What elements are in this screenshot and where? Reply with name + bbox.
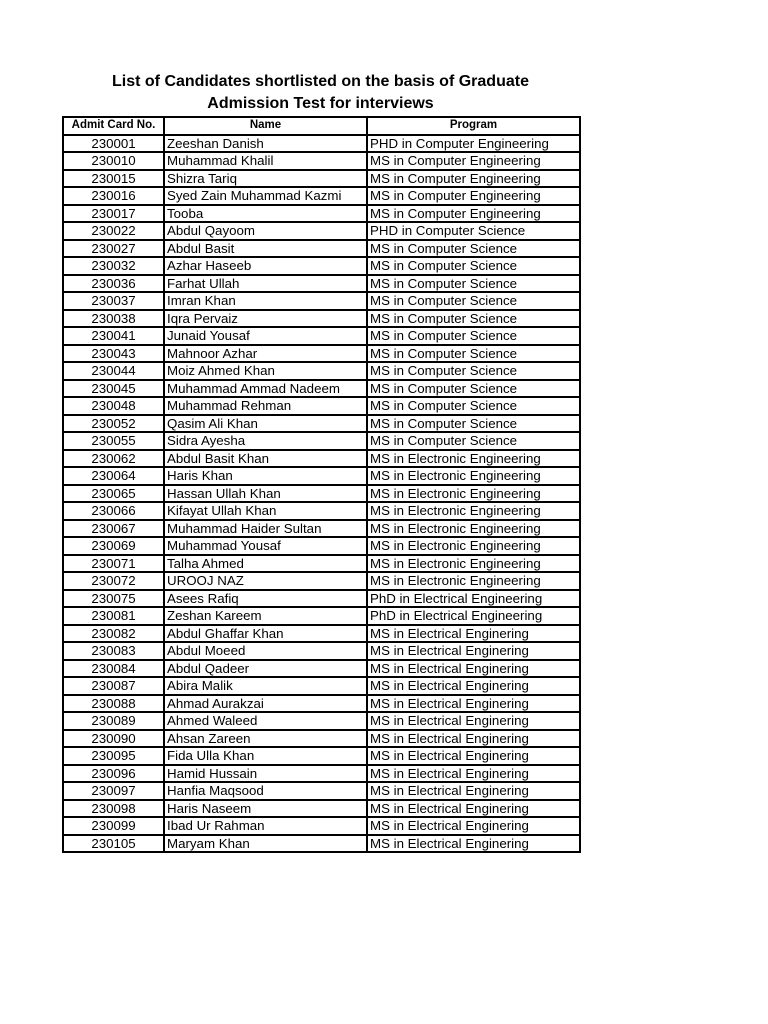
program-cell: MS in Computer Science	[367, 397, 580, 415]
admit-card-no-cell: 230071	[63, 555, 164, 573]
admit-card-no-cell: 230098	[63, 800, 164, 818]
table-header-row	[63, 117, 580, 135]
admit-card-no-cell: 230015	[63, 170, 164, 188]
admit-card-no-cell: 230044	[63, 362, 164, 380]
program-cell: MS in Electrical Enginering	[367, 817, 580, 835]
table-row	[63, 380, 580, 398]
table-row	[63, 275, 580, 293]
table-row	[63, 782, 580, 800]
table-row	[63, 345, 580, 363]
program-cell: MS in Electrical Enginering	[367, 782, 580, 800]
program-cell: MS in Computer Science	[367, 345, 580, 363]
table-row	[63, 432, 580, 450]
name-cell: Mahnoor Azhar	[164, 345, 367, 363]
name-cell: Abdul Qadeer	[164, 660, 367, 678]
admit-card-no-cell: 230045	[63, 380, 164, 398]
table-row	[63, 222, 580, 240]
name-cell: Hamid Hussain	[164, 765, 367, 783]
program-cell: PhD in Electrical Engineering	[367, 590, 580, 608]
table-row	[63, 187, 580, 205]
table-row	[63, 537, 580, 555]
program-cell: MS in Electronic Engineering	[367, 485, 580, 503]
program-cell: MS in Electrical Enginering	[367, 677, 580, 695]
program-cell: MS in Computer Science	[367, 275, 580, 293]
program-cell: MS in Electronic Engineering	[367, 572, 580, 590]
name-cell: Tooba	[164, 205, 367, 223]
name-cell: Muhammad Ammad Nadeem	[164, 380, 367, 398]
admit-card-no-cell: 230096	[63, 765, 164, 783]
name-cell: Qasim Ali Khan	[164, 415, 367, 433]
name-cell: Zeshan Kareem	[164, 607, 367, 625]
admit-card-no-cell: 230017	[63, 205, 164, 223]
program-cell: PhD in Electrical Engineering	[367, 607, 580, 625]
admit-card-no-cell: 230038	[63, 310, 164, 328]
name-cell: Abira Malik	[164, 677, 367, 695]
name-cell: Muhammad Haider Sultan	[164, 520, 367, 538]
page-title	[62, 71, 579, 115]
admit-card-no-cell: 230075	[63, 590, 164, 608]
admit-card-no-cell: 230083	[63, 642, 164, 660]
admit-card-no-cell: 230036	[63, 275, 164, 293]
table-row	[63, 677, 580, 695]
program-cell: MS in Computer Science	[367, 310, 580, 328]
table-row	[63, 415, 580, 433]
program-cell: MS in Electrical Enginering	[367, 800, 580, 818]
program-cell: MS in Computer Science	[367, 415, 580, 433]
name-cell: Azhar Haseeb	[164, 257, 367, 275]
name-cell: Imran Khan	[164, 292, 367, 310]
program-cell: MS in Electronic Engineering	[367, 555, 580, 573]
title-line-2: Admission Test for interviews	[207, 95, 434, 112]
program-cell: PHD in Computer Science	[367, 222, 580, 240]
name-cell: Farhat Ullah	[164, 275, 367, 293]
program-cell: MS in Electrical Enginering	[367, 642, 580, 660]
admit-card-no-cell: 230064	[63, 467, 164, 485]
name-cell: Syed Zain Muhammad Kazmi	[164, 187, 367, 205]
table-row	[63, 712, 580, 730]
name-cell: Talha Ahmed	[164, 555, 367, 573]
name-cell: Muhammad Yousaf	[164, 537, 367, 555]
table-row	[63, 730, 580, 748]
name-cell: Hanfia Maqsood	[164, 782, 367, 800]
program-cell: MS in Electrical Enginering	[367, 765, 580, 783]
table-row	[63, 625, 580, 643]
table-row	[63, 642, 580, 660]
admit-card-no-cell: 230088	[63, 695, 164, 713]
table-row	[63, 240, 580, 258]
admit-card-no-cell: 230027	[63, 240, 164, 258]
admit-card-no-cell: 230082	[63, 625, 164, 643]
program-cell: MS in Computer Science	[367, 327, 580, 345]
program-cell: MS in Electrical Enginering	[367, 695, 580, 713]
name-cell: UROOJ NAZ	[164, 572, 367, 590]
program-cell: MS in Electronic Engineering	[367, 537, 580, 555]
program-cell: MS in Computer Science	[367, 362, 580, 380]
table-row	[63, 170, 580, 188]
table-row	[63, 572, 580, 590]
admit-card-no-cell: 230001	[63, 135, 164, 153]
program-cell: MS in Electrical Enginering	[367, 730, 580, 748]
name-cell: Kifayat Ullah Khan	[164, 502, 367, 520]
name-cell: Muhammad Rehman	[164, 397, 367, 415]
admit-card-no-cell: 230041	[63, 327, 164, 345]
name-cell: Moiz Ahmed Khan	[164, 362, 367, 380]
program-cell: MS in Electrical Enginering	[367, 747, 580, 765]
program-cell: MS in Computer Engineering	[367, 187, 580, 205]
table-row	[63, 135, 580, 153]
name-cell: Abdul Basit Khan	[164, 450, 367, 468]
name-cell: Abdul Basit	[164, 240, 367, 258]
program-cell: PHD in Computer Engineering	[367, 135, 580, 153]
table-row	[63, 747, 580, 765]
program-cell: MS in Computer Science	[367, 432, 580, 450]
candidates-table	[62, 116, 581, 853]
admit-card-no-cell: 230052	[63, 415, 164, 433]
admit-card-no-cell: 230090	[63, 730, 164, 748]
admit-card-no-cell: 230043	[63, 345, 164, 363]
admit-card-no-cell: 230055	[63, 432, 164, 450]
table-row	[63, 660, 580, 678]
table-row	[63, 467, 580, 485]
name-cell: Abdul Qayoom	[164, 222, 367, 240]
name-cell: Maryam Khan	[164, 835, 367, 853]
name-cell: Asees Rafiq	[164, 590, 367, 608]
table-row	[63, 695, 580, 713]
title-line-1: List of Candidates shortlisted on the basis of Graduate	[112, 73, 529, 90]
program-cell: MS in Computer Engineering	[367, 170, 580, 188]
name-cell: Junaid Yousaf	[164, 327, 367, 345]
program-cell: MS in Electrical Enginering	[367, 660, 580, 678]
admit-card-no-cell: 230037	[63, 292, 164, 310]
admit-card-no-cell: 230084	[63, 660, 164, 678]
table-row	[63, 257, 580, 275]
name-cell: Haris Naseem	[164, 800, 367, 818]
admit-card-no-cell: 230066	[63, 502, 164, 520]
admit-card-no-cell: 230062	[63, 450, 164, 468]
table-row	[63, 502, 580, 520]
table-row	[63, 520, 580, 538]
table-row	[63, 835, 580, 853]
admit-card-no-cell: 230016	[63, 187, 164, 205]
table-row	[63, 152, 580, 170]
admit-card-no-cell: 230105	[63, 835, 164, 853]
program-cell: MS in Electronic Engineering	[367, 520, 580, 538]
table-row	[63, 817, 580, 835]
table-row	[63, 205, 580, 223]
admit-card-no-cell: 230010	[63, 152, 164, 170]
admit-card-no-cell: 230022	[63, 222, 164, 240]
program-cell: MS in Electronic Engineering	[367, 502, 580, 520]
table-row	[63, 397, 580, 415]
table-row	[63, 310, 580, 328]
name-cell: Ahsan Zareen	[164, 730, 367, 748]
table-row	[63, 590, 580, 608]
name-cell: Ahmad Aurakzai	[164, 695, 367, 713]
name-cell: Shizra Tariq	[164, 170, 367, 188]
header-program: Program	[367, 117, 580, 135]
name-cell: Ibad Ur Rahman	[164, 817, 367, 835]
program-cell: MS in Computer Science	[367, 292, 580, 310]
admit-card-no-cell: 230069	[63, 537, 164, 555]
program-cell: MS in Electronic Engineering	[367, 467, 580, 485]
admit-card-no-cell: 230048	[63, 397, 164, 415]
admit-card-no-cell: 230087	[63, 677, 164, 695]
admit-card-no-cell: 230067	[63, 520, 164, 538]
name-cell: Iqra Pervaiz	[164, 310, 367, 328]
program-cell: MS in Electrical Enginering	[367, 712, 580, 730]
header-admit-card-no: Admit Card No.	[63, 117, 164, 135]
program-cell: MS in Computer Science	[367, 257, 580, 275]
header-name: Name	[164, 117, 367, 135]
admit-card-no-cell: 230089	[63, 712, 164, 730]
table-body	[63, 135, 580, 853]
admit-card-no-cell: 230032	[63, 257, 164, 275]
name-cell: Hassan Ullah Khan	[164, 485, 367, 503]
program-cell: MS in Electrical Enginering	[367, 625, 580, 643]
table-row	[63, 327, 580, 345]
name-cell: Sidra Ayesha	[164, 432, 367, 450]
admit-card-no-cell: 230072	[63, 572, 164, 590]
table-row	[63, 362, 580, 380]
admit-card-no-cell: 230065	[63, 485, 164, 503]
admit-card-no-cell: 230097	[63, 782, 164, 800]
name-cell: Abdul Moeed	[164, 642, 367, 660]
table-row	[63, 607, 580, 625]
program-cell: MS in Computer Engineering	[367, 152, 580, 170]
table-row	[63, 292, 580, 310]
name-cell: Abdul Ghaffar Khan	[164, 625, 367, 643]
program-cell: MS in Computer Science	[367, 240, 580, 258]
table-row	[63, 450, 580, 468]
name-cell: Muhammad Khalil	[164, 152, 367, 170]
program-cell: MS in Computer Science	[367, 380, 580, 398]
admit-card-no-cell: 230095	[63, 747, 164, 765]
table-row	[63, 800, 580, 818]
program-cell: MS in Electrical Enginering	[367, 835, 580, 853]
program-cell: MS in Computer Engineering	[367, 205, 580, 223]
program-cell: MS in Electronic Engineering	[367, 450, 580, 468]
admit-card-no-cell: 230081	[63, 607, 164, 625]
name-cell: Fida Ulla Khan	[164, 747, 367, 765]
name-cell: Haris Khan	[164, 467, 367, 485]
table-row	[63, 555, 580, 573]
table-row	[63, 485, 580, 503]
table-row	[63, 765, 580, 783]
name-cell: Zeeshan Danish	[164, 135, 367, 153]
admit-card-no-cell: 230099	[63, 817, 164, 835]
name-cell: Ahmed Waleed	[164, 712, 367, 730]
